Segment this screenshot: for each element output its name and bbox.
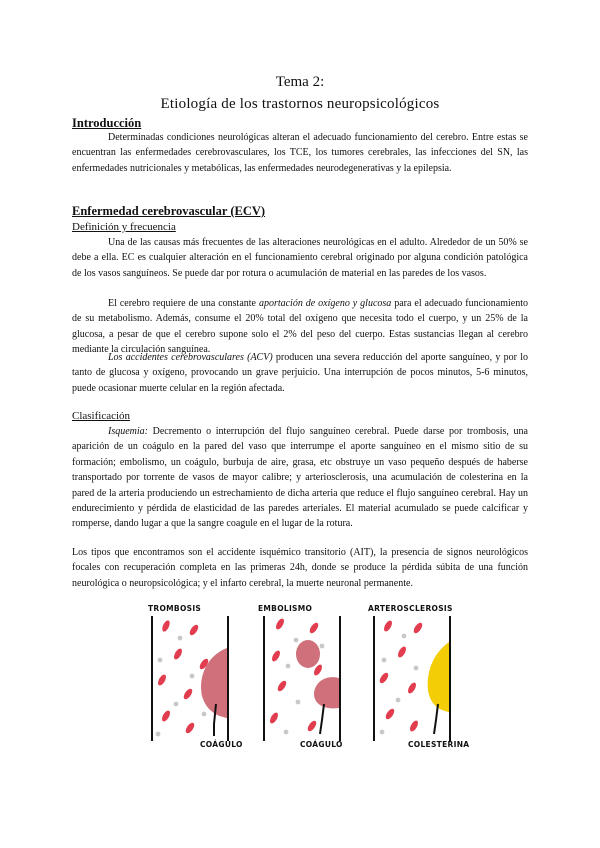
label-embolismo: EMBOLISMO — [258, 604, 313, 613]
label-coagulo-2: COÁGULO — [300, 740, 343, 749]
intro-heading: Introducción — [72, 116, 142, 130]
definition-paragraph-1: Una de las causas más frecuentes de las alteraciones neurológicas en el adulto. Alrededor de un 50% se debe a ella. EC es cualquier alteración en el funcionamiento cerebral originado por alguna condición patológica de los vasos sanguíneos. Se puede dar por rotura o acumulación de material en las paredes de los vasos. — [72, 237, 528, 279]
embolismo-panel — [258, 616, 354, 746]
vessel-illustration — [140, 604, 470, 754]
label-coagulo-1: COÁGULO — [200, 740, 243, 749]
label-colesterina: COLESTERINA — [408, 740, 470, 749]
label-trombosis: TROMBOSIS — [148, 604, 202, 613]
definition-paragraph-3: Los accidentes cerebrovasculares (ACV) producen una severa reducción del aporte sanguíneo, y por lo tanto de glucosa y oxígeno, provocando un grave perjuicio. Una interrupción de pocos minutos, 5-6 minutos, puede ocasionar muerte celular en la región afectada. — [72, 352, 528, 394]
intro-paragraph: Determinadas condiciones neurológicas alteran el adecuado funcionamiento del cerebro. Entre estas se encuentran las enfermedades cerebrovasculares, los TCE, los tumores cerebrales, las infecciones del SN, las enfermedades nutricionales y metabólicas, las enfermedades neurodegenerativas y la epilepsia. — [72, 132, 528, 174]
title-line-2: Etiología de los trastornos neuropsicológicos — [160, 96, 440, 112]
ischemia-paragraph: Isquemia: Decremento o interrupción del flujo sanguíneo cerebral. Puede darse por trombosis, una aparición de un coágulo en la pared del vaso que interrumpe el aporte sanguíneo en el mismo sitio de su formación; embolismo, un coágulo, burbuja de aire, grasa, etc obstruye un vaso pequeño después de haberse transportado por torrente de vasos de mayor calibre; y arteriosclerosis, una acumulación de colesterina en la pared de la arteria produciendo un estrechamiento de dicha arteria que reduce el flujo sanguíneo cerebral. Hay un endurecimiento y pérdida de elasticidad de las paredes arteriales. El material acumulado se puede calcificar y romperse, dando lugar a que la sangre coagule en el lugar de la rotura. — [72, 426, 528, 530]
types-paragraph: Los tipos que encontramos son el accidente isquémico transitorio (AIT), la presencia de signos neurológicos focales con recuperación completa en las primeras 24h, donde se produce la pérdida súbita de una función neurológica o neuropsicológica; y el infarto cerebral, la muerte neuronal permanente. — [72, 547, 528, 589]
trombosis-panel — [146, 616, 242, 746]
ecv-heading: Enfermedad cerebrovascular (ECV) — [72, 204, 266, 218]
arterosclerosis-panel — [368, 616, 464, 746]
definition-paragraph-2: El cerebro requiere de una constante aportación de oxígeno y glucosa para el adecuado funcionamiento de su metabolismo. Además, consume el 20% total del oxígeno que necesita todo el cuerpo, y un 25% de la glucosa, a pesar de que el cerebro supone solo el 2% del peso del cuerpo. Estas sustancias llegan al cerebro mediante la circulación sanguínea. — [72, 298, 529, 356]
label-arterosclerosis: ARTEROSCLEROSIS — [368, 604, 453, 613]
title-line-1: Tema 2: — [275, 74, 325, 90]
definition-subheading: Definición y frecuencia — [72, 221, 176, 233]
classification-subheading: Clasificación — [72, 410, 131, 422]
